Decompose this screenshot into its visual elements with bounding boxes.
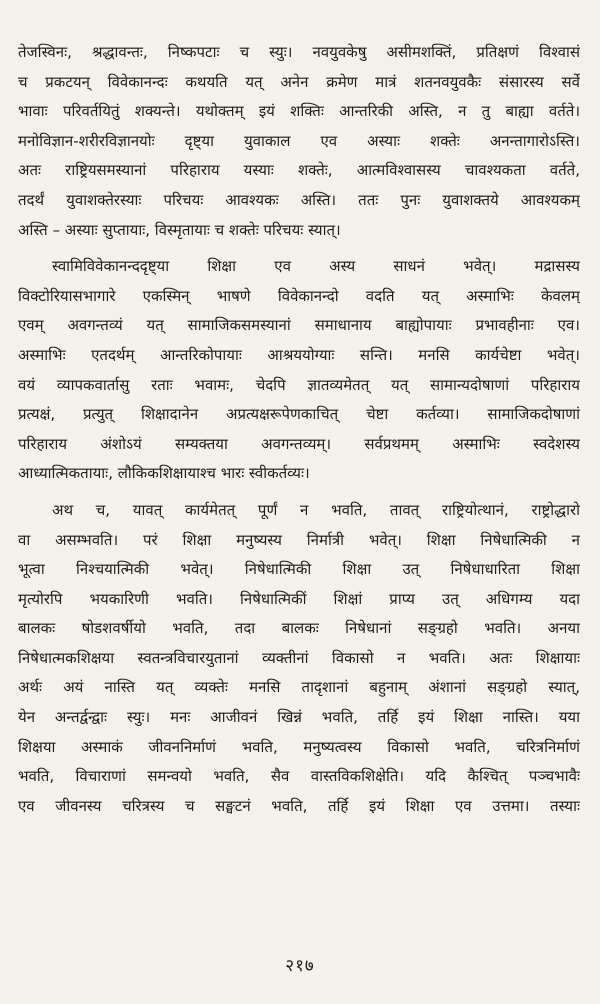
text-line: अस्माभिः एतदर्थम् आन्तरिकोपायाः आश्रययोग्याः सन्ति। मनसि कार्यचेष्टा भवेत्। xyxy=(18,345,580,364)
text-line: शिक्षया अस्माकं जीवननिर्माणं भवति, मनुष्यत्वस्य विकासो भवति, चरित्रनिर्माणं xyxy=(18,737,580,756)
text-line: च प्रकटयन् विवेकानन्दः कथयति यत् अनेन क्रमेण मात्रं शतनवयुवकैः संसारस्य सर्वे xyxy=(18,72,580,91)
paragraph-3 xyxy=(18,496,580,822)
text-line: परिहाराय अंशोऽयं सम्यक्तया अवगन्तव्यम्। सर्वप्रथमम् अस्माभिः स्वदेशस्य xyxy=(18,434,580,453)
text-line: वयं व्यापकवार्तासु रताः भवामः, चेदपि ज्ञातव्यमेतत् यत् सामान्यदोषाणां परिहाराय xyxy=(18,375,580,394)
text-line: एवम् अवगन्तव्यं यत् सामाजिकसमस्यानां समाधानाय बाह्योपायाः प्रभावहीनाः एव। xyxy=(18,316,580,335)
paragraph-2 xyxy=(18,252,580,489)
text-line: येन अन्तर्द्वन्द्वाः स्युः। मनः आजीवनं खिन्नं भवति, तर्हि इयं शिक्षा नास्ति। यया xyxy=(18,708,580,727)
text-line: मृत्योरपि भयकारिणी भवति। निषेधात्मिकीं शिक्षां प्राप्य उत् अधिगम्य यदा xyxy=(18,589,580,608)
text-line: एव जीवनस्य चरित्रस्य च सङ्घटनं भवति, तर्हि इयं शिक्षा एव उत्तमा। तस्याः xyxy=(18,796,580,815)
paragraph-gap xyxy=(18,489,580,496)
text-line: भावाः परिवर्तयितुं शक्यन्ते। यथोक्तम् इयं शक्तिः आन्तरिकी अस्ति, न तु बाह्या वर्तते। xyxy=(18,102,580,121)
text-line: प्रत्यक्षं, प्रत्युत् शिक्षादानेन अप्रत्यक्षरूपेणकाचित् चेष्टा कर्तव्या। सामाजिकदोषाणां xyxy=(18,405,580,424)
text-line: भूत्वा निश्चयात्मिकी भवेत्। निषेधात्मिकी शिक्षा उत् निषेधाधारिता शिक्षा xyxy=(18,560,580,579)
text-line: मनोविज्ञान-शरीरविज्ञानयोः दृष्ट्या युवाकाल एव अस्याः शक्तेः अनन्तागारोऽस्ति। xyxy=(18,131,580,150)
text-line: अस्ति – अस्याः सुप्तायाः, विस्मृतायाः च शक्तेः परिचयः स्यात्। xyxy=(18,220,341,239)
text-line: बालकः षोडशवर्षीयो भवति, तदा बालकः निषेधानां सङ्ग्रहो भवति। अनया xyxy=(18,619,580,638)
text-line: वा असम्भवति। परं शिक्षा मनुष्यस्य निर्मात्री भवेत्। शिक्षा निषेधात्मिकी न xyxy=(18,530,580,549)
text-line: आध्यात्मिकतायाः, लौकिकशिक्षायाश्च भारः स्वीकर्तव्यः। xyxy=(18,464,310,483)
text-line: तेजस्विनः, श्रद्धावन्तः, निष्कपटाः च स्युः। नवयुवकेषु असीमशक्तिं, प्रतिक्षणं विश्वासं xyxy=(18,43,580,61)
text-line: विक्टोरियासभागारे एकस्मिन् भाषणे विवेकानन्दो वदति यत् अस्माभिः केवलम् xyxy=(18,286,580,305)
paragraph-1 xyxy=(18,38,580,245)
text-line: भवति, विचाराणां समन्वयो भवति, सैव वास्तविकशिक्षेति। यदि कैश्चित् पञ्चभावैः xyxy=(18,767,580,786)
text-line: निषेधात्मकशिक्षया स्वतन्त्रविचारयुतानां व्यक्तीनां विकासो न भवति। अतः शिक्षायाः xyxy=(18,648,580,667)
page-number: २१७ xyxy=(285,956,315,976)
text-line: अर्थः अयं नास्ति यत् व्यक्तेः मनसि तादृशानां बहुनाम् अंशानां सङ्ग्रहो स्यात्, xyxy=(18,678,580,697)
text-line: स्वामिविवेकानन्ददृष्ट्या शिक्षा एव अस्य साधनं भवेत्। मद्रासस्य xyxy=(52,257,580,276)
text-line: तदर्थं युवाशक्तेरस्याः परिचयः आवश्यकः अस्ति। ततः पुनः युवाशक्तये आवश्यकम् xyxy=(18,190,580,209)
text-line: अतः राष्ट्रियसमस्यानां परिहाराय यस्याः शक्तेः, आत्मविश्वासस्य चावश्यकता वर्तते, xyxy=(18,161,580,180)
paragraph-gap xyxy=(18,245,580,252)
text-line: अथ च, यावत् कार्यमेतत् पूर्णं न भवति, तावत् राष्ट्रियोत्थानं, राष्ट्रोद्धारो xyxy=(52,500,580,519)
